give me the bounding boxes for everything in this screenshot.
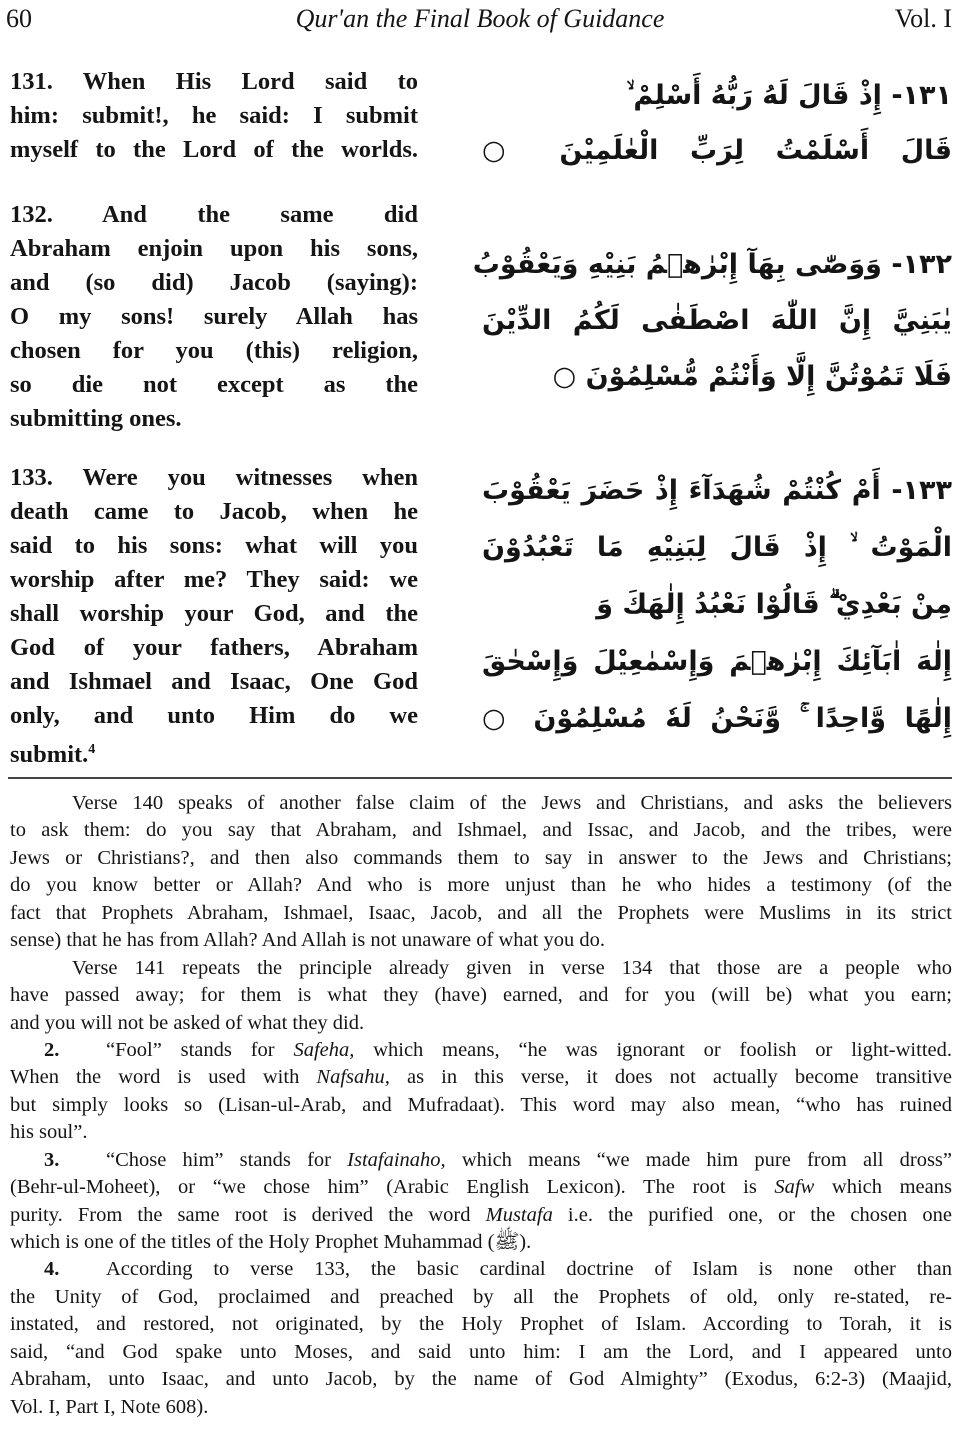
commentary-text: said, “and God spake unto Moses, and said unto him: I am the Lord, and I appeared unto <box>10 1340 952 1363</box>
commentary-text: sense) that he has from Allah? And Allah is not unaware of what you do. <box>10 929 605 952</box>
translation-line <box>10 368 418 402</box>
commentary-line <box>10 872 952 899</box>
commentary-text: Jews or Christians?, and then also commands them to say in answer to the Jews and Christians; <box>10 846 952 869</box>
commentary-text: the Unity of God, proclaimed and preached by all the Prophets of old, only re-stated, re- <box>10 1285 952 1308</box>
translation-line <box>10 65 418 99</box>
commentary-line <box>10 1339 952 1366</box>
verse-132-arabic <box>472 237 952 405</box>
arabic-line: يٰبَنِيَّ إِنَّ اللّٰهَ اصْطَفٰى لَكُمُ الدِّيْنَ <box>482 305 952 336</box>
translation-text: submit. <box>10 741 89 769</box>
commentary-text: purity. From the same root is derived the word <box>10 1203 486 1226</box>
arabic-line: فَلَا تَمُوْتُنَّ إِلَّا وَأَنْتُمْ مُّسْلِمُوْنَ ○ <box>552 361 952 392</box>
commentary-text: which means “we made him pure from all dross” <box>445 1148 953 1171</box>
verse-133-arabic <box>482 462 952 747</box>
commentary-line <box>10 1174 952 1201</box>
translation-line <box>10 266 418 300</box>
commentary-line <box>10 1284 952 1311</box>
commentary-text: fact that Prophets Abraham, Ishmael, Isaac, Jacob, and all the Prophets were Muslims in its strict <box>10 901 952 924</box>
commentary-text: which means, “he was ignorant or foolish or light-witted. <box>354 1038 952 1061</box>
commentary-text: Abraham, unto Isaac, and unto Jacob, by the name of God Almighty” (Exodus, 6:2-3) (Maajid, <box>10 1368 952 1391</box>
commentary-text: i.e. the purified one, or the chosen one <box>552 1203 952 1226</box>
commentary-line <box>10 845 952 872</box>
translation-line <box>10 334 418 368</box>
commentary-text: Verse 141 repeats the principle already given in verse 134 that those are a people who <box>72 956 952 979</box>
commentary-line <box>10 1394 952 1421</box>
translation-text: worship after me? They said: we <box>10 566 418 593</box>
commentary-line <box>10 1202 952 1229</box>
translation-line <box>10 300 418 334</box>
translation-text: Abraham enjoin upon his sons, <box>10 235 418 262</box>
verse-132-translation <box>10 198 418 436</box>
commentary-line <box>10 1064 952 1091</box>
commentary-line <box>10 1119 952 1146</box>
translation-text: myself to the Lord of the worlds. <box>10 136 418 163</box>
translation-line <box>10 495 418 529</box>
translation-line <box>10 461 418 495</box>
italic-term: Istafainaho, <box>347 1148 446 1171</box>
translation-text: death came to Jacob, when he <box>10 498 418 525</box>
commentary-text: have passed away; for them is what they (have) earned, and for you (will be) what you earn; <box>10 984 952 1007</box>
commentary-text: Vol. I, Part I, Note 608). <box>10 1395 209 1418</box>
translation-text: God of your fathers, Abraham <box>10 634 418 661</box>
commentary-text: which is one of the titles of the Holy Prophet Muhammad (ﷺ). <box>10 1231 532 1253</box>
translation-text: O my sons! surely Allah has <box>10 303 418 330</box>
verse-131-translation <box>10 65 418 167</box>
translation-text: only, and unto Him do we <box>10 702 418 729</box>
commentary-text: as in this verse, it does not actually become transitive <box>389 1066 952 1089</box>
commentary-text: and you will not be asked of what they did. <box>10 1011 365 1034</box>
translation-line <box>10 232 418 266</box>
footnote-reference: 4 <box>88 742 96 757</box>
commentary-line <box>10 1147 952 1174</box>
arabic-line: ١٣١- إِذْ قَالَ لَهُ رَبُّهُ أَسْلِمْ ۙ <box>626 80 952 111</box>
commentary-line <box>10 1366 952 1393</box>
note-number: 2. <box>44 1038 60 1061</box>
translation-line <box>10 133 418 167</box>
translation-line <box>10 733 418 767</box>
arabic-line: قَالَ أَسْلَمْتُ لِرَبِّ الْعٰلَمِيْنَ ○ <box>482 135 952 166</box>
translation-line <box>10 198 418 232</box>
commentary-text: instated, and restored, not originated, by the Holy Prophet of Islam. According to Torah, it is <box>10 1313 952 1336</box>
running-title: Qur'an the Final Book of Guidance <box>295 4 665 33</box>
commentary-line <box>10 1229 952 1256</box>
commentary-text: but simply looks so (Lisan-ul-Arab, and Mufradaat). This word may also mean, “who has ruined <box>10 1093 952 1116</box>
verse-131-arabic <box>482 68 952 178</box>
arabic-line: ١٣٢- وَوَصّٰى بِهَآ إِبْرٰهٖمُ بَنِيْهِ وَيَعْقُوْبُ <box>472 249 952 280</box>
translation-text: him: submit!, he said: I submit <box>10 102 418 129</box>
commentary-text: “Chose him” stands for <box>106 1148 348 1171</box>
verse-133-translation <box>10 461 418 767</box>
commentary-line <box>10 927 952 954</box>
commentary-text: his soul”. <box>10 1121 88 1144</box>
translation-text: so die not except as the <box>10 371 418 398</box>
translation-line <box>10 402 418 436</box>
commentary-text: According to verse 133, the basic cardinal doctrine of Islam is none other than <box>106 1258 952 1281</box>
commentary-notes <box>10 790 952 1421</box>
commentary-line <box>10 900 952 927</box>
translation-line <box>10 699 418 733</box>
translation-line <box>10 631 418 665</box>
section-divider <box>8 777 952 779</box>
commentary-text: When the word is used with <box>10 1066 317 1089</box>
translation-text: and Ishmael and Isaac, One God <box>10 668 418 695</box>
commentary-line <box>10 817 952 844</box>
arabic-line: ١٣٣- أَمْ كُنْتُمْ شُهَدَآءَ إِذْ حَضَرَ يَعْقُوْبَ <box>482 475 952 506</box>
translation-line <box>10 597 418 631</box>
italic-term: Safeha, <box>293 1038 355 1061</box>
commentary-line <box>10 982 952 1009</box>
translation-text: 131. When His Lord said to <box>10 68 418 95</box>
note-number: 4. <box>44 1258 60 1281</box>
commentary-line <box>10 1092 952 1119</box>
note-number: 3. <box>44 1148 60 1171</box>
translation-text: and (so did) Jacob (saying): <box>10 269 418 296</box>
translation-text: shall worship your God, and the <box>10 600 418 627</box>
page-number: 60 <box>6 4 32 33</box>
commentary-text: to ask them: do you say that Abraham, and Ishmael, and Issac, and Jacob, and the tribes, were <box>10 819 952 842</box>
commentary-line <box>10 1037 952 1064</box>
translation-line <box>10 529 418 563</box>
translation-text: 133. Were you witnesses when <box>10 464 418 491</box>
translation-line <box>10 563 418 597</box>
translation-text: submitting ones. <box>10 405 182 432</box>
arabic-line: إِلٰهَ اٰبَآئِكَ إِبْرٰهٖمَ وَإِسْمٰعِيْلَ وَإِسْحٰقَ <box>482 646 952 677</box>
italic-term: Mustafa <box>485 1203 553 1226</box>
commentary-line <box>10 1256 952 1283</box>
italic-term: Safw <box>774 1176 815 1199</box>
commentary-line <box>10 790 952 817</box>
arabic-line: مِنْ بَعْدِيْ ۗ قَالُوْا نَعْبُدُ إِلٰهَكَ وَ <box>596 589 952 620</box>
italic-term: Nafsahu, <box>316 1066 390 1089</box>
arabic-line: الْمَوْتُ ۙ إِذْ قَالَ لِبَنِيْهِ مَا تَعْبُدُوْنَ <box>482 532 952 563</box>
commentary-text: do you know better or Allah? And who is more unjust than he who hides a testimony (of the <box>10 874 952 897</box>
translation-line <box>10 99 418 133</box>
translation-text: 132. And the same did <box>10 201 418 228</box>
commentary-line <box>10 955 952 982</box>
translation-text: chosen for you (this) religion, <box>10 337 418 364</box>
arabic-line: إِلٰهًا وَّاحِدًا ۚ وَّنَحْنُ لَهٗ مُسْلِمُوْنَ ○ <box>482 703 952 734</box>
commentary-text: “Fool” stands for <box>106 1038 294 1061</box>
commentary-text: Verse 140 speaks of another false claim of the Jews and Christians, and asks the believers <box>72 792 952 814</box>
translation-text: said to his sons: what will you <box>10 532 418 559</box>
volume-label: Vol. I <box>894 4 952 33</box>
commentary-line <box>10 1311 952 1338</box>
commentary-text: which means <box>814 1176 952 1199</box>
commentary-line <box>10 1010 952 1037</box>
translation-line <box>10 665 418 699</box>
commentary-text: (Behr-ul-Moheet), or “we chose him” (Arabic English Lexicon). The root is <box>10 1176 775 1199</box>
